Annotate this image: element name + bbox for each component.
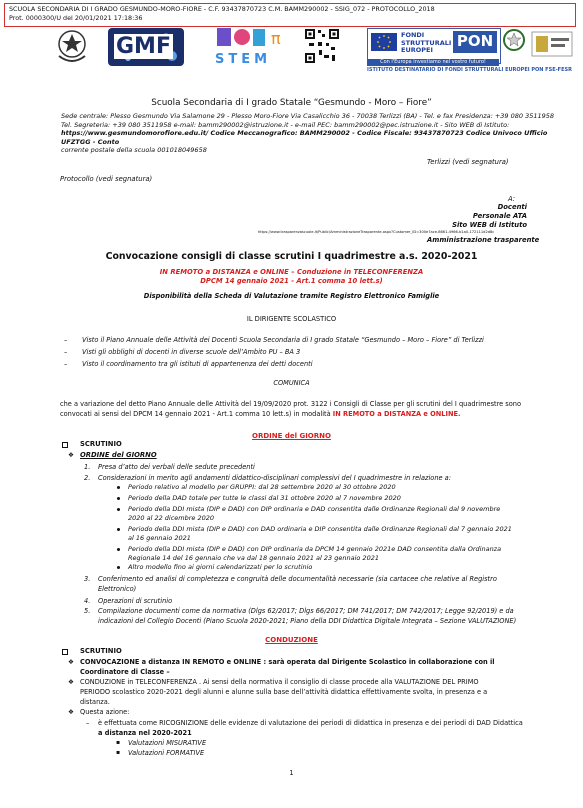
diamond-bullet-icon: ❖ [68,451,74,459]
sede-line-2: Tel. Segreteria: +39 080 3511958 e-mail: bamm290002@istruzione.it - e-mail PEC: bamm290002@pec.istruzione.it - Sito WEB di Istituto: [61,120,510,129]
periodo-4b: al 16 gennaio 2021 [128,534,191,542]
ordine-item-5a: Compilazione documenti come da normativa (Dlgs 62/2017; Dlgs 66/2017; DM 741/2017; DM 742/2017; Legge 92/2019) e da [98,607,514,615]
periodo-3b: 2020 al 22 dicembre 2020 [128,514,215,522]
dash-bullet: – [64,348,68,356]
comunica-line-2a: convocati ai sensi del DPCM 14 gennaio 2021 - Art.1 comma 10 lett.s) in modalità [60,410,333,418]
conduzione-1b: Coordinatore di Classe – [80,668,170,676]
round-bullet-icon [117,566,120,569]
comunica-line-1: che a variazione del detto Piano Annuale delle Attività del 19/09/2020 prot. 3122 i Consigli di Classe per gli scrutini del I quadrimestre sono [60,400,521,408]
recipient-docenti: Docenti [497,203,527,211]
sede-line-4: corrente postale della scuola 001018049658 [61,146,207,154]
item-number: 3. [84,575,91,583]
conduzione-2c: distanza. [80,698,110,706]
stem-logo-text: STEM [215,52,272,67]
subtitle-dpcm: DPCM 14 gennaio 2021 - Art.1 comma 10 lett.s) [200,277,383,285]
diamond-bullet-icon: ❖ [68,708,74,716]
recipients-label: A: [508,195,516,203]
stem-icons [213,24,285,52]
periodo-1: Periodo relativo al modello per GRUPPI: dal 28 settembre 2020 al 30 ottobre 2020 [128,483,396,491]
document-title: Convocazione consigli di classe scrutini I quadrimestre a.s. 2020-2021 [105,251,478,262]
recipient-ata: Personale ATA [472,212,527,220]
round-bullet-icon [117,548,120,551]
periodo-3a: Periodo della DDI mista (DIP e DAD) con DIP ordinaria e DAD consentita dalle Ordinanze Regionali dal 9 novembre [128,505,501,513]
recipient-web: Sito WEB di Istituto [452,221,527,229]
place-date: Terlizzi (vedi segnatura) [427,158,509,166]
comunica-line-2b: IN REMOTO a DISTANZA e ONLINE. [332,410,461,418]
square-small-bullet-icon: ▪ [116,749,121,756]
sede-line-3: https://www.gesmundomorofiore.edu.it/ Codice Meccanografico: BAMM290002 - Codice Fiscale: 93437870723 Codice Univoco Ufficio UFZTGG - Conto [61,129,548,146]
pon-logo: PON [453,31,497,53]
conduzione-4a: è effettuata come RICOGNIZIONE delle evidenze di valutazione dei periodi di didattica in presenza e dei periodi di DAD Didattica [98,719,523,727]
round-bullet-icon [117,528,120,531]
dirigente-heading: IL DIRIGENTE SCOLASTICO [246,315,337,323]
ministry-logo-icon [530,28,574,62]
item-number: 4. [84,597,91,605]
diamond-bullet-icon: ❖ [68,678,74,686]
periodo-6: Altro modello fino ai giorni calendarizzati per lo scrutinio [128,563,313,571]
page-number: 1 [289,769,294,777]
round-bullet-icon [117,508,120,511]
sede-line-1: Sede centrale: Plesso Gesmundo Via Salamone 29 - Plesso Moro-Fiore Via Casalicchio 36 - 70038 Terlizzi (BA) - Tel. e fax Presidenza: +39 080 3511958 [61,112,555,120]
item-number: 1. [84,463,91,471]
ordine-sub: ORDINE del GIORNO [80,451,157,459]
round-bullet-icon [117,497,120,500]
item-number: 2. [84,474,91,482]
italian-emblem-icon [55,26,89,66]
eu-caption: ISTITUTO DESTINATARIO DI FONDI STRUTTURALI EUROPEI PON FSE-FESR [367,67,572,73]
periodo-2: Periodo della DAD totale per tutte le classi dal 31 ottobre 2020 al 7 novembre 2020 [128,494,401,502]
conduzione-1a: CONVOCAZIONE a distanza IN REMOTO e ONLINE : sarà operata dal Dirigente Scolastico in collaborazione con il [80,658,495,666]
visto-2: Visti gli obblighi di docenti in diverse scuole dell’Ambito PU – BA 3 [82,348,301,356]
svg-text:π: π [271,29,281,48]
scrutinio-section: SCRUTINIO [80,440,122,448]
conduzione-heading: CONDUZIONE [265,636,318,644]
school-contacts [61,112,566,155]
ordine-item-1: Presa d’atto dei verbali delle sedute precedenti [98,463,255,471]
conduzione-2b: PERIODO scolastico 2020-2021 degli alunni e alunne sulla base dell’attività didattica effettivamente svolta, in presenza e a [80,688,488,696]
recipient-trasparenza: Amministrazione trasparente [427,236,540,244]
periodo-5a: Periodo della DDI mista (DIP e DAD) con DIP ordinaria da DPCM 14 gennaio 2021e DAD consentita dalla Ordinanza [128,545,502,553]
comunica-heading: COMUNICA [273,379,310,387]
eu-slogan: Con l'Europa investiamo nel vostro futuro! [367,59,499,66]
eu-flag-icon [371,33,397,51]
valutazioni-formative: Valutazioni FORMATIVE [128,749,205,757]
school-title: Scuola Secondaria di I grado Statale “Gesmundo - Moro – Fiore” [151,98,432,108]
item-number: 5. [84,607,91,615]
gmf-logo-text: GMF [116,34,171,59]
square-small-bullet-icon: ▪ [116,739,121,746]
ordine-item-3a: Conferimento ed analisi di completezza e congruità delle documentalità necessarie (sia cartacee che relative al Registro [98,575,497,583]
eu-text-3: EUROPEI [401,46,433,54]
trasparenza-link[interactable]: https://www.trasparenzascuole.it/Public/AmministrazioneTrasparente.aspx?Customer_ID=300e7ace-8661-4966-b1a0-172111d2d8c [258,230,495,234]
ordine-item-4: Operazioni di scrutinio [98,597,173,605]
gmf-logo [108,28,184,66]
subtitle-scheda: Disponibilità della Scheda di Valutazione tramite Registro Elettronico Famiglie [143,292,440,300]
protocollo-label: Protocollo (vedi segnatura) [60,175,153,183]
dash-bullet: – [64,360,68,368]
ordine-heading: ORDINE del GIORNO [252,432,331,440]
subtitle-remote: IN REMOTO a DISTANZA e ONLINE – Conduzione in TELECONFERENZA [159,268,424,276]
eu-text-1: FONDI [401,31,425,39]
square-bullet-icon [62,442,68,448]
qr-code-icon [304,28,340,64]
conduzione-3: Questa azione: [80,708,130,716]
diamond-bullet-icon: ❖ [68,658,74,666]
round-bullet-icon [117,486,120,489]
eu-text-2: STRUTTURALI [401,38,452,47]
periodo-4a: Periodo della DDI mista (DIP e DAD) con DAD ordinaria e DIP consentita dalle Ordinanze Regionali dal 7 gennaio 2021 [128,525,512,533]
conduzione-4b: a distanza nel 2020-2021 [98,729,192,737]
visto-1: Visto il Piano Annuale delle Attività dei Docenti Scuola Secondaria di I grado Statale “Gesmundo – Moro – Fiore” di Terlizzi [82,336,484,344]
conduzione-2a: CONDUZIONE in TELECONFERENZA . Ai sensi della normativa il consiglio di classe procede alla VALUTAZIONE DEL PRIMO [80,678,479,686]
protocol-stamp [4,3,576,27]
periodo-5b: Regionale 14 del 16 gennaio che va dal 18 gennaio 2021 al 23 gennaio 2021 [128,554,379,562]
stamp-line-1: SCUOLA SECONDARIA DI I GRADO GESMUNDO-MORO-FIORE - C.F. 93437870723 C.M. BAMM290002 - SSIG_072 - PROTOCOLLO_2018 [9,5,435,13]
stamp-line-2: Prot. 0000300/U del 20/01/2021 17:18:36 [9,14,143,22]
ordine-item-2: Considerazioni in merito agli andamenti didattico-disciplinari complessivi del I quadrimestre in relazione a: [98,474,451,482]
italian-republic-emblem-icon [500,26,528,56]
conduzione-section: SCRUTINIO [80,647,122,655]
stem-logo [213,24,285,68]
comunica-line-2 [60,410,460,418]
ordine-item-3b: Elettronico) [98,585,137,593]
square-bullet-icon [62,649,68,655]
dash-bullet: – [64,336,68,344]
dash-bullet: – [86,719,90,727]
visto-3: Visto il coordinamento tra gli istituti di appartenenza dei detti docenti [82,360,313,368]
logo-bar [0,22,583,74]
ordine-item-5b: indicazioni del Collegio Docenti (Piano Scuola 2020-2021; Piano della DDI Didattica Digitale Integrata – Sezione VALUTAZIONE) [98,617,517,625]
valutazioni-misurative: Valutazioni MISURATIVE [128,739,207,747]
